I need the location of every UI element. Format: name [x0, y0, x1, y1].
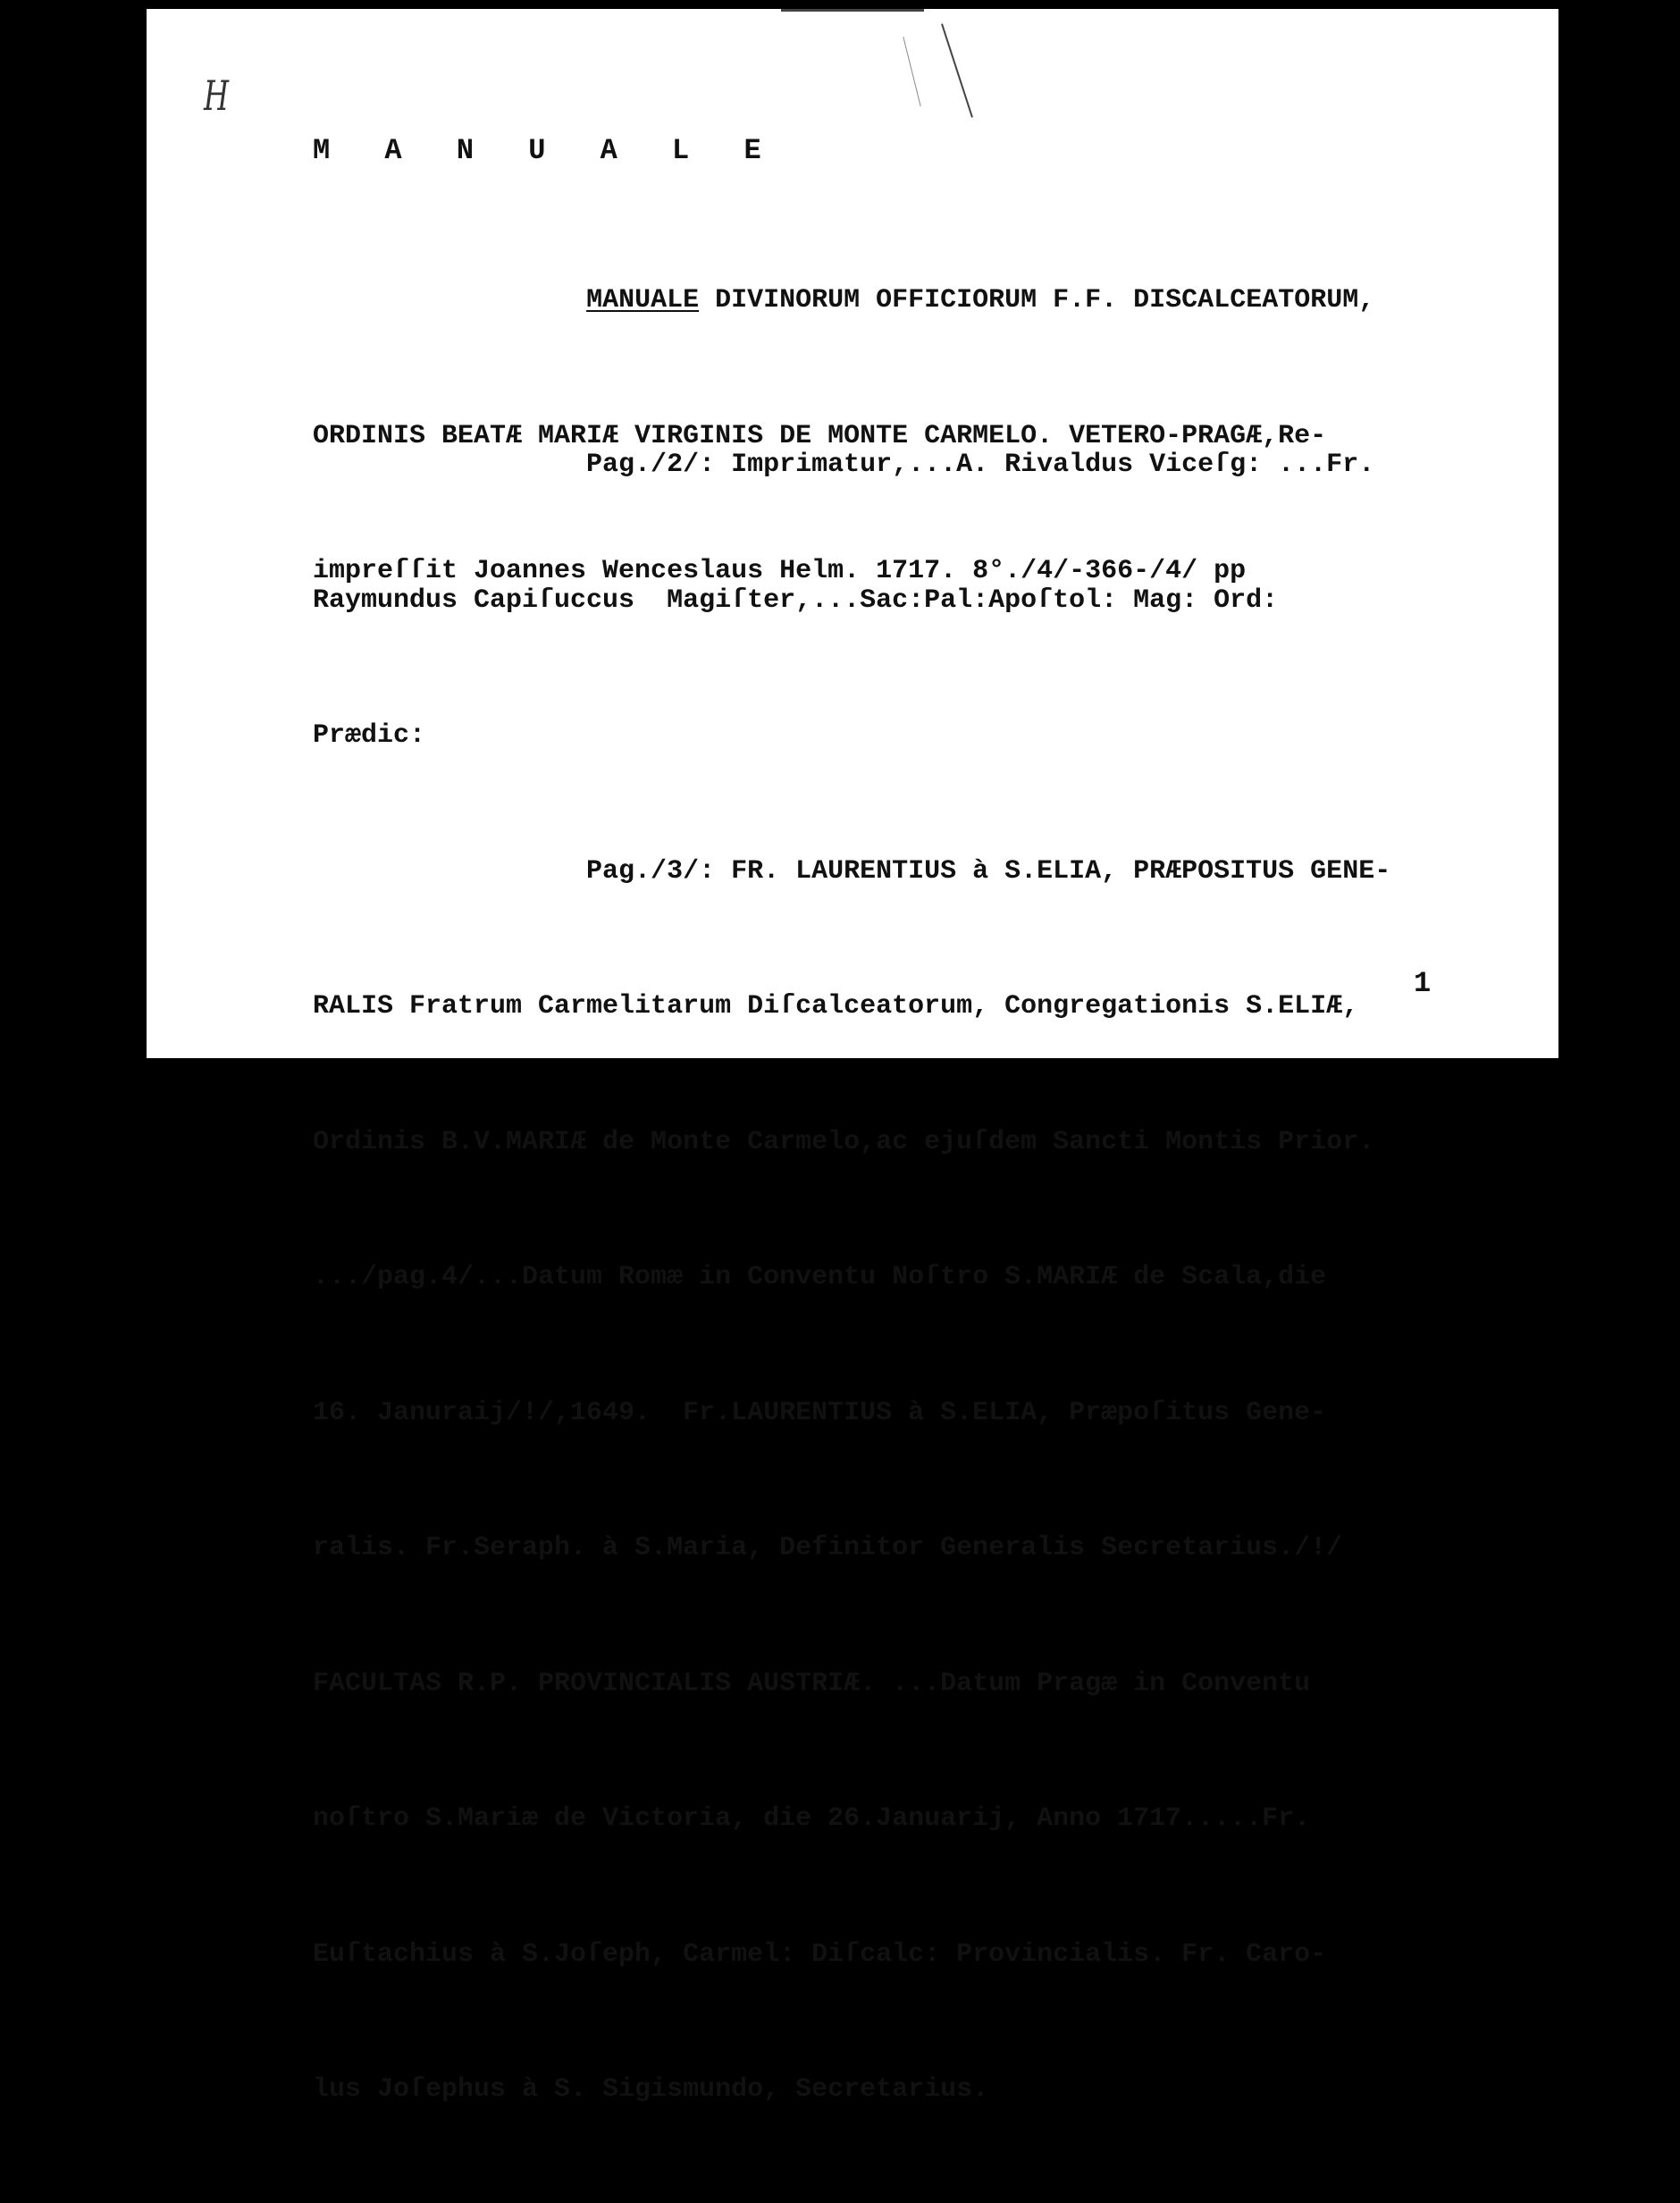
- entry-title-rest: DIVINORUM OFFICIORUM F.F. DISCALCEATORUM,: [699, 285, 1375, 315]
- scan-artifact-stroke: [941, 23, 973, 117]
- card-heading: M A N U A L E: [313, 134, 780, 167]
- entry-line-2: ORDINIS BEATÆ MARIÆ VIRGINIS DE MONTE CARMELO. VETERO-PRAGÆ,Re-: [313, 420, 1327, 451]
- entry-indent: [313, 285, 586, 315]
- note-line: FACULTAS R.P. PROVINCIALIS AUSTRIÆ. ...Datum Pragæ in Conventu: [313, 1668, 1311, 1699]
- entry-title-underlined: MANUALE: [586, 285, 700, 315]
- entry-notes: [313, 352, 1537, 2203]
- scan-artifact-top: [781, 9, 924, 12]
- entry-line-3: impreſſit Joannes Wenceslaus Helm. 1717. 8°./4/-366-/4/ pp: [313, 556, 1247, 586]
- catalog-card: [147, 9, 1558, 2105]
- note-line: Ordinis B.V.MARIÆ de Monte Carmelo,ac ejuſdem Sancti Montis Prior.: [313, 1126, 1375, 1157]
- note-line: Prædic:: [313, 720, 426, 751]
- scan-artifact-stroke-2: [903, 37, 920, 106]
- card-number: 1: [1414, 967, 1432, 1000]
- handwritten-mark: H: [204, 71, 230, 120]
- note-line: Pag./2/: Imprimatur,...A. Rivaldus Viceſg: ...Fr.: [313, 450, 1375, 480]
- note-line: ralis. Fr.Seraph. à S.Maria, Definitor Generalis Secretarius./!/: [313, 1533, 1343, 1563]
- note-line: noſtro S.Mariæ de Victoria, die 26.Januarij, Anno 1717.....Fr.: [313, 1804, 1311, 1834]
- entry-line-1: [313, 278, 1537, 324]
- note-line: lus Joſephus à S. Sigismundo, Secretarius.: [313, 2074, 989, 2105]
- note-line: Raymundus Capiſuccus Magiſter,...Sac:Pal:Apoſtol: Mag: Ord:: [313, 584, 1279, 616]
- note-line: Pag./3/: FR. LAURENTIUS à S.ELIA, PRÆPOSITUS GENE-: [313, 855, 1391, 887]
- note-line: .../pag.4/...Datum Romæ in Conventu Noſtro S.MARIÆ de Scala,die: [313, 1262, 1327, 1292]
- note-line: 16. Januraij/!/,1649. Fr.LAURENTIUS à S.ELIA, Præpoſitus Gene-: [313, 1397, 1327, 1428]
- note-line: RALIS Fratrum Carmelitarum Diſcalceatorum, Congregationis S.ELIÆ,: [313, 991, 1359, 1022]
- note-line: Euſtachius à S.Joſeph, Carmel: Diſcalc: Provincialis. Fr. Caro-: [313, 1938, 1327, 1970]
